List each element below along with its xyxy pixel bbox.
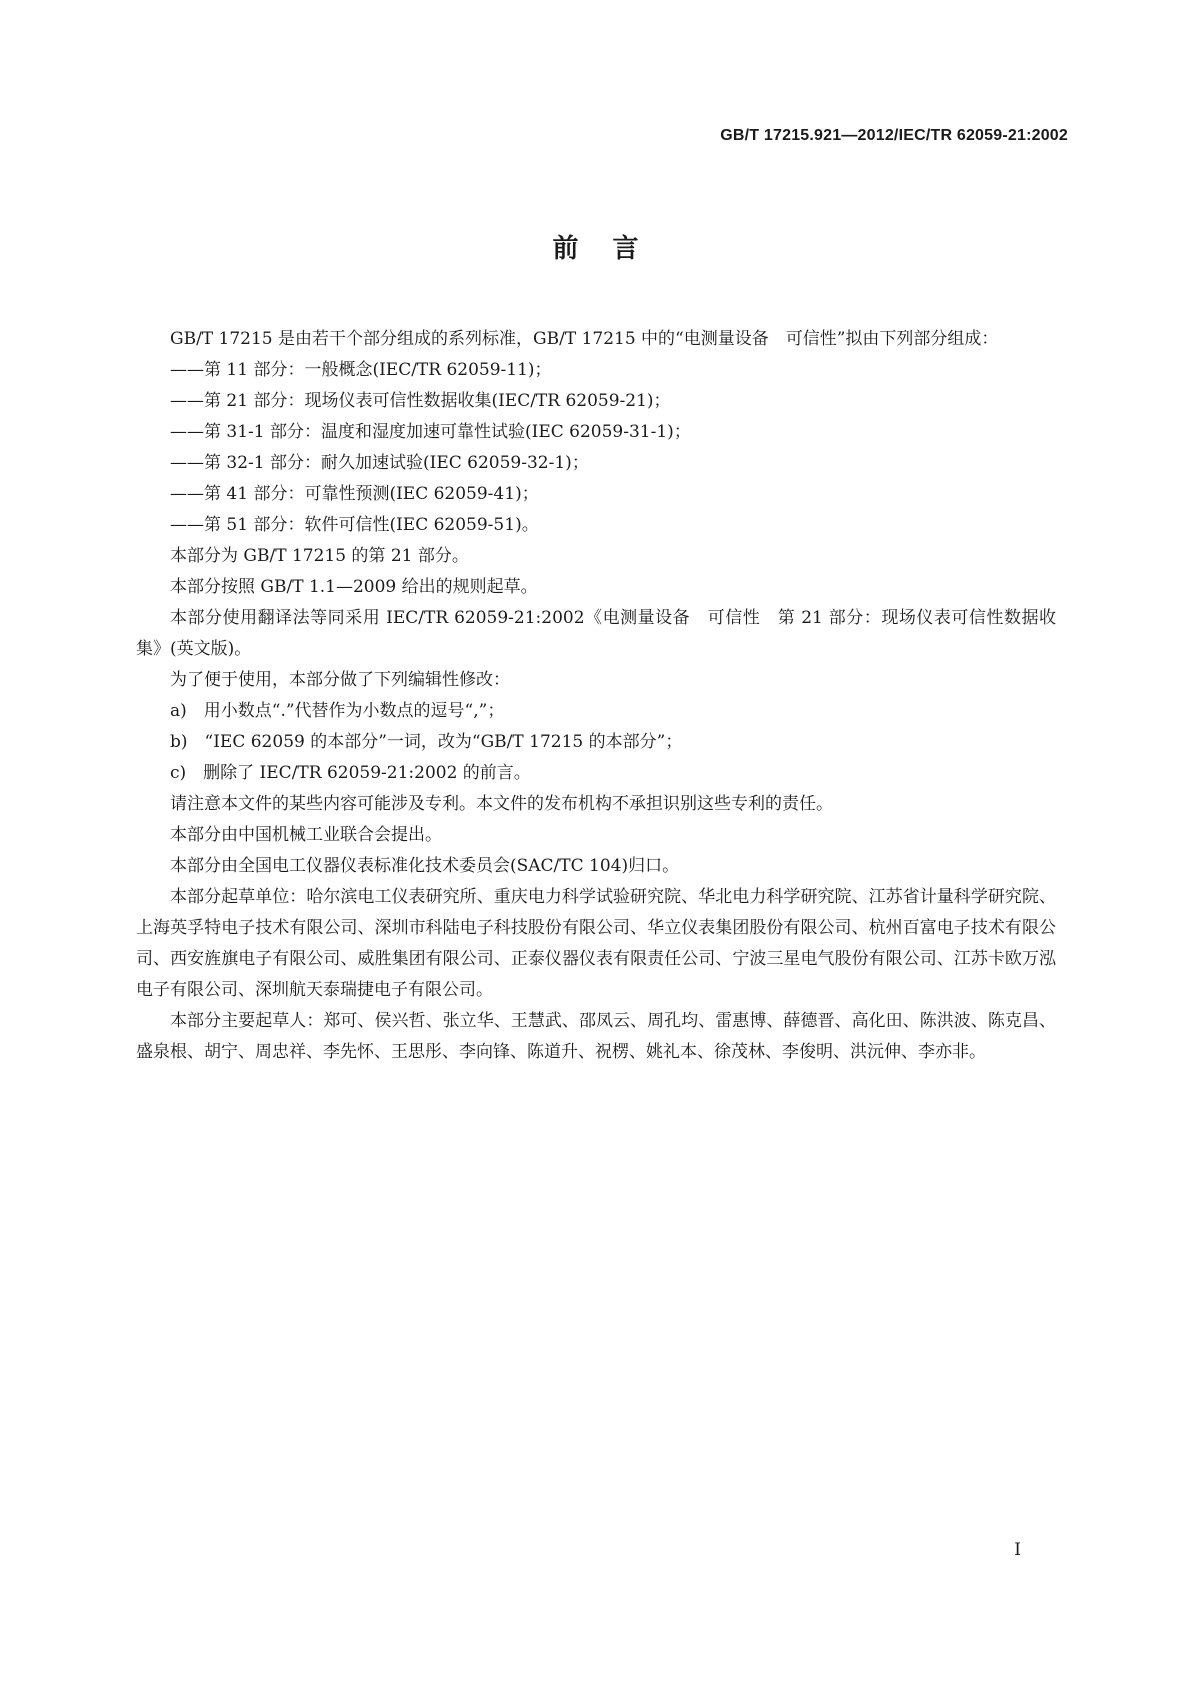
part-list-item: ——第 32-1 部分：耐久加速试验(IEC 62059-32-1)； [170,453,589,473]
page-title: 前言 [552,234,673,264]
part-list-item: ——第 41 部分：可靠性预测(IEC 62059-41)； [170,484,539,504]
edit-list-item: b) “IEC 62059 的本部分”一词，改为“GB/T 17215 的本部分”； [170,732,683,752]
edits-intro-paragraph: 为了便于使用，本部分做了下列编辑性修改： [170,670,510,690]
proposed-by-paragraph: 本部分由中国机械工业联合会提出。 [170,825,442,845]
managed-by-paragraph: 本部分由全国电工仪器仪表标准化技术委员会(SAC/TC 104)归口。 [170,856,680,876]
patent-paragraph: 请注意本文件的某些内容可能涉及专利。本文件的发布机构不承担识别这些专利的责任。 [170,794,833,814]
this-part-paragraph: 本部分为 GB/T 17215 的第 21 部分。 [170,546,469,566]
intro-paragraph: GB/T 17215 是由若干个部分组成的系列标准，GB/T 17215 中的“电测量设备 可信性”拟由下列部分组成： [170,329,999,349]
translation-paragraph: 本部分使用翻译法等同采用 IEC/TR 62059-21:2002《电测量设备 可信性 第 21 部分：现场仪表可信性数据收集》(英文版)。 [136,608,1056,659]
drafting-rules-paragraph: 本部分按照 GB/T 1.1—2009 给出的规则起草。 [170,577,538,597]
drafting-units-paragraph: 本部分起草单位：哈尔滨电工仪表研究所、重庆电力科学试验研究院、华北电力科学研究院、江苏省计量科学研究院、上海英孚特电子技术有限公司、深圳市科陆电子科技股份有限公司、华立仪表集团股份有限公司、杭州百富电子技术有限公司、西安旌旗电子有限公司、威胜集团有限公司、正泰仪器仪表有限责任公司、宁波三星电气股份有限公司、江苏卡欧万泓电子有限公司、深圳航天泰瑞捷电子有限公司。 [136,887,1056,1000]
page-number: I [1014,1540,1021,1560]
foreword-body [136,324,1056,1068]
part-list-item: ——第 51 部分：软件可信性(IEC 62059-51)。 [170,515,539,535]
part-list-item: ——第 31-1 部分：温度和湿度加速可靠性试验(IEC 62059-31-1)； [170,422,691,442]
edit-list-item: c) 删除了 IEC/TR 62059-21:2002 的前言。 [170,763,531,783]
part-list-item: ——第 11 部分：一般概念(IEC/TR 62059-11)； [170,360,552,380]
drafters-paragraph: 本部分主要起草人：郑可、侯兴哲、张立华、王慧武、邵凤云、周孔均、雷惠博、薛德晋、高化田、陈洪波、陈克昌、盛泉根、胡宁、周忠祥、李先怀、王思彤、李向锋、陈道升、祝楞、姚礼本、徐茂林、李俊明、洪沅伸、李亦非。 [136,1011,1056,1062]
edit-list-item: a) 用小数点“.”代替作为小数点的逗号“,”； [170,701,505,721]
part-list-item: ——第 21 部分：现场仪表可信性数据收集(IEC/TR 62059-21)； [170,391,671,411]
standard-number: GB/T 17215.921—2012/IEC/TR 62059-21:2002 [720,127,1068,144]
